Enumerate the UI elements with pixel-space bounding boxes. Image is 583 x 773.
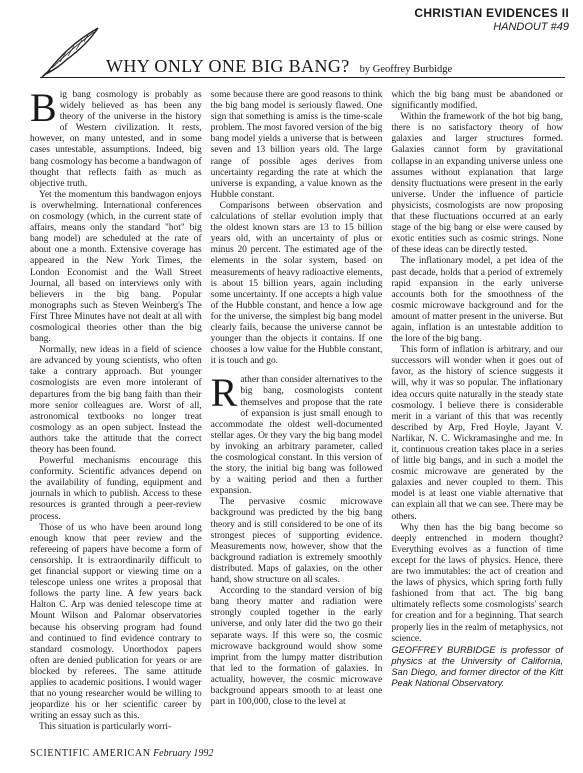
- series-title: CHRISTIAN EVIDENCES II: [414, 6, 569, 20]
- paragraph: The pervasive cosmic microwave background was predicted by the big bang theory and is still considered to be one of its strongest pieces of supporting evidence. Measurements now, however, show that the background radiation is extremely smoothly distributed. Maps of galaxies, on the other hand, show structure on all scales.: [210, 497, 383, 586]
- article-body: [30, 85, 564, 745]
- paragraph: Big bang cosmology is probably as widely believed as has been any theory of the universe in the history of Western civilization. It rests, however, on many untested, and in some cases untestable, assumptions. Indeed, big bang cosmology has become a bandwagon of thought that reflects faith as much as objective truth.: [30, 85, 202, 189]
- paragraph: The inflationary model, a pet idea of the past decade, holds that a period of extremely rapid expansion in the early universe accounts both for the smoothness of the cosmic microwave background and for the amount of matter present in the universe. But again, inflation is an untestable addition to the lore of the big bang.: [391, 256, 564, 345]
- column-3: [391, 90, 563, 745]
- paragraph: Rather than consider alternatives to the big bang, cosmologists content themselves and propose that the rate of expansion is just small enough to accommodate the oldest well-documented stellar ages. Or they vary the big bang model by invoking an arbitrary parameter, called the cosmological constant. In this version of the story, the initial big bang was followed by a waiting period and then a further expansion.: [210, 370, 383, 497]
- paragraph: Powerful mechanisms encourage this conformity. Scientific advances depend on the availability of funding, equipment and journals in which to publish. Access to these resources is granted through a peer-review process.: [30, 456, 202, 522]
- drop-cap: R: [210, 370, 238, 416]
- article-title: WHY ONLY ONE BIG BANG?: [106, 56, 350, 76]
- author-bio: GEOFFREY BURBIDGE is professor of physics at the University of California, San Diego, and former director of the Kitt Peak National Observatory.: [391, 644, 564, 689]
- paragraph: Comparisons between observation and calculations of stellar evolution imply that the oldest known stars are 13 to 15 billion years old, with an uncertainty of plus or minus 20 percent. The estimated age of the elements in the solar system, based on measurements of heavy radioactive elements, is about 15 billion years, again including some uncertainty. If one accepts a high value of the Hubble constant, and hence a low age for the universe, the simplest big bang model clearly fails, because the universe cannot be younger than the objects it contains. If one chooses a low value for the Hubble constant, it is touch and go.: [210, 200, 383, 367]
- article-heading: [106, 56, 565, 77]
- paragraph: Normally, new ideas in a field of science are advanced by young scientists, who often take a contrary approach. But younger cosmologists are even more intolerant of departures from the big bang faith than their more senior colleagues are. Worst of all, astronomical textbooks no longer treat cosmology as an open subject. Instead the authors take the attitude that the correct theory has been found.: [30, 345, 202, 455]
- paragraph: Those of us who have been around long enough know that peer review and the refereeing of papers have become a form of censorship. It is extraordinarily difficult to get financial support or viewing time on a telescope unless one writes a proposal that follows the party line. A few years back Halton C. Arp was denied telescope time at Mount Wilson and Palomar observatories because his observing program had found and continued to find evidence contrary to standard cosmology. Unorthodox papers often are denied publication for years or are blocked by referees. The same attitude applies to academic positions. I would wager that no young researcher would be willing to jeopardize his or her scientific career by writing an essay such as this.: [30, 522, 202, 722]
- quill-pen-icon: [40, 24, 102, 78]
- column-1: [30, 85, 202, 745]
- page-footer: [30, 748, 213, 759]
- handout-header: [414, 6, 569, 33]
- title-rule: [40, 77, 565, 78]
- paragraph: Yet the momentum this bandwagon enjoys is overwhelming. International conferences on cosmology (which, in the current state of affairs, means only the standard "hot" big bang model) are scheduled at the rate of about one a month. Extensive coverage has appeared in the New York Times, the London Economist and the Wall Street Journal, all based on interviews only with believers in the big bang. Popular monographs such as Steven Weinberg's The First Three Minutes have not dealt at all with cosmological theories other than the big bang.: [30, 189, 202, 345]
- magazine-name: SCIENTIFIC AMERICAN: [30, 748, 151, 759]
- paragraph: This situation is particularly worri-: [39, 722, 172, 733]
- paragraph: which the big bang must be abandoned or significantly modified.: [391, 90, 564, 112]
- column-2: [211, 90, 383, 745]
- paragraph: According to the standard version of big bang theory matter and radiation were strongly coupled together in the early universe, and only later did the two go their separate ways. If this were so, the cosmic microwave background would show some imprint from the lumpy matter distribution that led to the formation of galaxies. In actuality, however, the cosmic microwave background appears smooth to at least one part in 100,000, close to the level at: [210, 586, 383, 708]
- drop-cap: B: [30, 85, 57, 130]
- article-byline: by Geoffrey Burbidge: [359, 64, 453, 75]
- issue-date: February 1992: [153, 748, 214, 759]
- paragraph: some because there are good reasons to think the big bang model is seriously flawed. One sign that something is amiss is the time-scale problem. The most favored version of the big bang model yields a universe that is between seven and 13 billion years old. The large range of possible ages derives from uncertainty regarding the rate at which the universe is expanding, a value known as the Hubble constant.: [210, 90, 383, 200]
- paragraph: Within the framework of the hot big bang, there is no satisfactory theory of how galaxies and larger structures formed. Galaxies cannot form by gravitational collapse in an expanding universe unless one assumes without explanation that large density fluctuations were present in the early universe. Under the influence of particle physicists, cosmologists are now proposing that these fluctuations occurred at an early stage of the big bang or else were caused by exotic entities such as cosmic strings. None of these ideas can be directly tested.: [391, 112, 564, 256]
- paragraph: This form of inflation is arbitrary, and our successors will wonder when it goes out of favor, as the history of science suggests it will, why it was so popular. The inflationary idea occurs quite naturally in the steady state cosmology. I believe there is considerable merit in a variant of this that was recently described by Arp, Fred Hoyle, Jayant V. Narlikar, N. C. Wickramasinghe and me. In it, continuous creation takes place in a series of little big bangs, and in such a model the cosmic microwave are generated by the galaxies and never coupled to them. This model is at least one viable alternative that can explain all that we can see. There may be others.: [391, 345, 564, 522]
- handout-number: HANDOUT #49: [493, 21, 569, 33]
- paragraph: Why then has the big bang become so deeply entrenched in modern thought? Everything evolves as a function of time except for the laws of physics. Hence, there are two immutables: the act of creation and the laws of physics, which spring forth fully fashioned from that act. The big bang ultimately reflects some cosmologists' search for creation and for a beginning. That search properly lies in the realm of metaphysics, not science.: [391, 522, 564, 644]
